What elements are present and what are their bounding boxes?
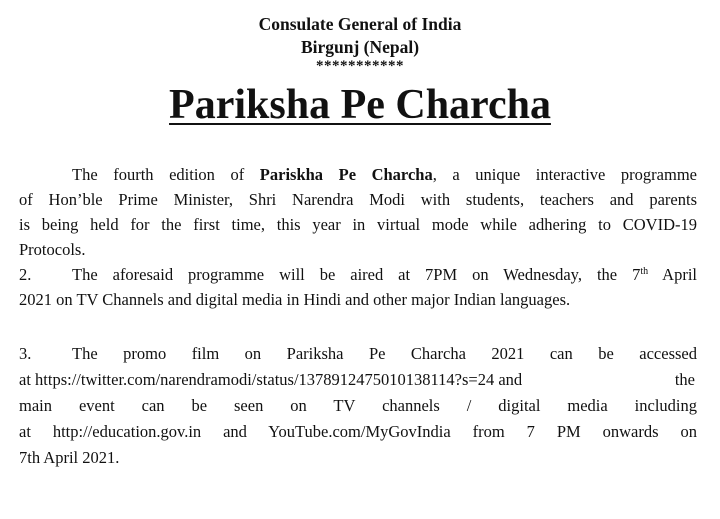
consulate-location: Birgunj (Nepal) <box>300 37 420 57</box>
para1-line1 <box>72 164 697 186</box>
para1-line3: is being held for the first time, this year in virtual mode while adhering to COVID-19 <box>19 215 697 234</box>
page-title <box>0 84 720 126</box>
para3-line2-end: the <box>674 370 695 389</box>
para2-number: 2. <box>19 265 32 284</box>
promo-link[interactable]: at https://twitter.com/narendramodi/status/1378912475010138114?s=24 and <box>19 370 523 389</box>
consulate-name: Consulate General of India <box>258 14 462 34</box>
para2-line1-b: April <box>648 265 698 284</box>
para1-line2: of Hon’ble Prime Minister, Shri Narendra Modi with students, teachers and parents <box>19 190 697 209</box>
date-suffix: th <box>640 266 649 277</box>
para3-line2 <box>19 369 697 391</box>
para2-line1 <box>72 264 697 286</box>
para3-line4: at http://education.gov.in and YouTube.com/MyGovIndia from 7 PM onwards on <box>19 422 697 441</box>
para3-line3: main event can be seen on TV channels / digital media including <box>19 396 697 415</box>
para3-line5: 7th April 2021. <box>19 448 120 467</box>
para2-line1-a: The aforesaid programme will be aired at 7PM on Wednesday, the 7 <box>72 265 641 284</box>
page-title-text: Pariksha Pe Charcha <box>169 82 551 128</box>
para3-line1: The promo film on Pariksha Pe Charcha 2021 can be accessed <box>72 344 697 363</box>
programme-name: Pariskha Pe Charcha <box>259 165 433 184</box>
para3-number: 3. <box>19 344 32 363</box>
para1-line4: Protocols. <box>19 240 86 259</box>
para1-rest: , a unique interactive programme <box>432 165 697 184</box>
para2-line2: 2021 on TV Channels and digital media in Hindi and other major Indian languages. <box>19 290 571 309</box>
para1-lead: The fourth edition of <box>72 165 260 184</box>
header-separator: *********** <box>316 58 404 74</box>
